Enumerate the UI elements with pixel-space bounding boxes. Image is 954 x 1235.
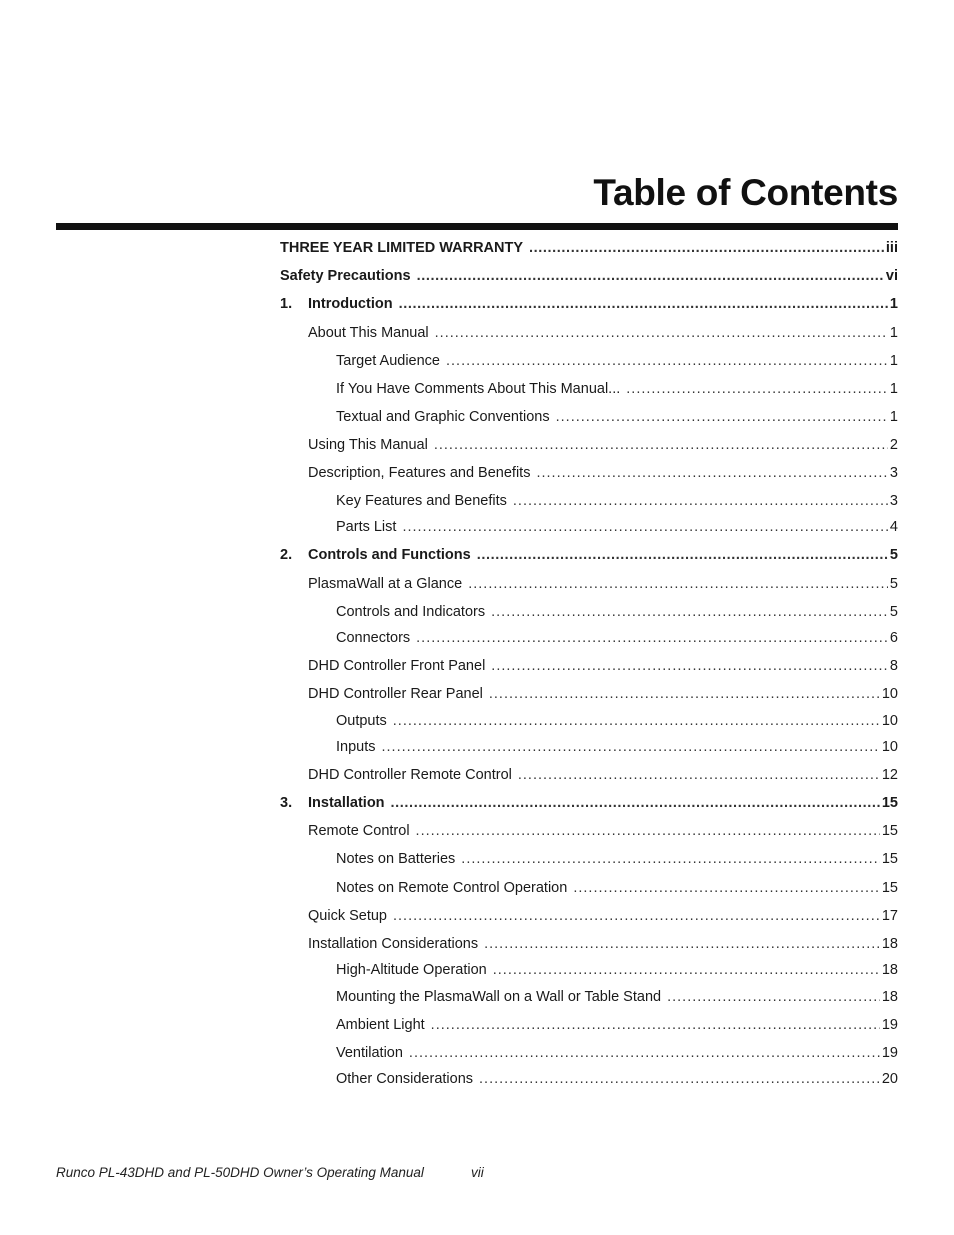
dot-leader [493,961,880,979]
toc-entry-label: Notes on Batteries [336,851,456,867]
toc-entry-label: Outputs [336,713,387,729]
toc-entry-label: DHD Controller Rear Panel [308,686,483,702]
toc-entry-page: 18 [881,989,898,1005]
toc-entry[interactable] [336,1070,898,1088]
toc-entry-page: 19 [881,1017,898,1033]
toc-entry-page: 15 [881,795,898,811]
toc-entry-number: 3. [280,795,293,811]
toc-entry[interactable] [336,879,898,897]
dot-leader [489,685,880,703]
toc-entry-page: 5 [889,576,898,592]
toc-entry-page: 15 [881,880,898,896]
toc-entry[interactable] [280,267,898,285]
toc-entry-label: Controls and Functions [308,547,471,563]
toc-entry[interactable] [280,546,898,564]
toc-entry-label: Description, Features and Benefits [308,465,531,481]
dot-leader [626,380,888,398]
toc-entry-label: Safety Precautions [280,268,411,284]
dot-leader [399,295,888,313]
dot-leader [491,603,888,621]
toc-entry-page: 3 [889,465,898,481]
toc-entry[interactable] [280,295,898,313]
toc-entry[interactable] [308,822,898,840]
dot-leader [431,1016,880,1034]
toc-entry[interactable] [308,324,898,342]
toc-entry-page: iii [885,240,898,256]
toc-entry-page: 10 [881,686,898,702]
toc-entry[interactable] [336,492,898,510]
toc-entry-page: 17 [881,908,898,924]
toc-entry-label: Mounting the PlasmaWall on a Wall or Table Stand [336,989,662,1005]
toc-entry-page: 18 [881,962,898,978]
dot-leader [435,324,888,342]
dot-leader [573,879,880,897]
toc-entry-label: High-Altitude Operation [336,962,487,978]
dot-leader [416,629,888,647]
toc-entry[interactable] [336,738,898,756]
toc-entry-page: 1 [889,296,898,312]
dot-leader [393,712,880,730]
page-title: Table of Contents [593,172,898,213]
toc-entry-page: 2 [889,437,898,453]
toc-entry-page: 5 [889,604,898,620]
toc-entry-page: 4 [889,519,898,535]
toc-entry[interactable] [308,766,898,784]
toc-entry-label: If You Have Comments About This Manual... [336,381,621,397]
dot-leader [393,907,880,925]
dot-leader [402,518,887,536]
dot-leader [446,352,888,370]
toc-entry-label: Ambient Light [336,1017,425,1033]
toc-entry-page: 18 [881,936,898,952]
toc-entry-label: Ventilation [336,1045,403,1061]
dot-leader [434,436,888,454]
toc-entry-label: Parts List [336,519,397,535]
dot-leader [416,822,880,840]
toc-entry[interactable] [336,850,898,868]
toc-entry-page: 19 [881,1045,898,1061]
toc-entry-label: DHD Controller Front Panel [308,658,486,674]
dot-leader [513,492,888,510]
toc-entry-label: About This Manual [308,325,429,341]
toc-entry-page: 20 [881,1071,898,1087]
toc-entry-number: 1. [280,296,293,312]
toc-entry-page: 5 [889,547,898,563]
toc-entry-label: Introduction [308,296,393,312]
dot-leader [409,1044,880,1062]
dot-leader [382,738,880,756]
dot-leader [491,657,888,675]
toc-entry-page: 8 [889,658,898,674]
toc-entry-label: Quick Setup [308,908,387,924]
toc-entry-label: PlasmaWall at a Glance [308,576,463,592]
toc-entry-page: 12 [881,767,898,783]
dot-leader [477,546,888,564]
dot-leader [468,575,888,593]
toc-entry[interactable] [336,518,898,536]
toc-entry-label: DHD Controller Remote Control [308,767,512,783]
toc-entry[interactable] [280,794,898,812]
toc-entry-number: 2. [280,547,293,563]
dot-leader [529,239,884,257]
toc-entry[interactable] [308,657,898,675]
toc-entry[interactable] [336,380,898,398]
dot-leader [479,1070,880,1088]
toc-entry[interactable] [336,629,898,647]
dot-leader [391,794,880,812]
dot-leader [536,464,887,482]
toc-entry[interactable] [308,464,898,482]
toc-entry-page: 15 [881,851,898,867]
toc-entry-label: Notes on Remote Control Operation [336,880,568,896]
toc-entry[interactable] [308,575,898,593]
toc-entry[interactable] [336,352,898,370]
toc-entry[interactable] [336,408,898,426]
toc-entry-label: Connectors [336,630,411,646]
toc-entry-page: 6 [889,630,898,646]
toc-entry-page: 1 [889,381,898,397]
toc-entry-label: THREE YEAR LIMITED WARRANTY [280,240,524,256]
toc-entry-label: Installation Considerations [308,936,479,952]
toc-entry-page: 1 [889,353,898,369]
toc-entry-label: Key Features and Benefits [336,493,507,509]
toc-entry[interactable] [308,907,898,925]
toc-entry-page: 3 [889,493,898,509]
toc-entry-page: 10 [881,739,898,755]
toc-entry[interactable] [336,1044,898,1062]
dot-leader [667,988,880,1006]
dot-leader [461,850,880,868]
toc-entry-page: 15 [881,823,898,839]
footer-manual-title: Runco PL-43DHD and PL-50DHD Owner’s Operating Manual [56,1165,424,1180]
toc-entry[interactable] [336,988,898,1006]
toc-entry-page: 1 [889,409,898,425]
dot-leader [556,408,888,426]
dot-leader [417,267,884,285]
toc-entry-label: Using This Manual [308,437,428,453]
toc-entry[interactable] [336,603,898,621]
toc-entry[interactable] [336,1016,898,1034]
toc-entry[interactable] [336,961,898,979]
toc-entry-page: 1 [889,325,898,341]
toc-entry-page: vi [885,268,898,284]
dot-leader [518,766,880,784]
dot-leader [484,935,880,953]
toc-entry[interactable] [280,239,898,257]
toc-entry-label: Controls and Indicators [336,604,486,620]
toc-entry-page: 10 [881,713,898,729]
toc-entry[interactable] [308,685,898,703]
toc-entry[interactable] [308,935,898,953]
toc-entry-label: Installation [308,795,385,811]
toc-entry[interactable] [336,712,898,730]
toc-entry-label: Other Considerations [336,1071,474,1087]
footer-page-number: vii [471,1165,484,1180]
toc-entry-label: Inputs [336,739,376,755]
toc-entry[interactable] [308,436,898,454]
toc-entry-label: Textual and Graphic Conventions [336,409,550,425]
toc-entry-label: Target Audience [336,353,440,369]
toc-entry-label: Remote Control [308,823,410,839]
